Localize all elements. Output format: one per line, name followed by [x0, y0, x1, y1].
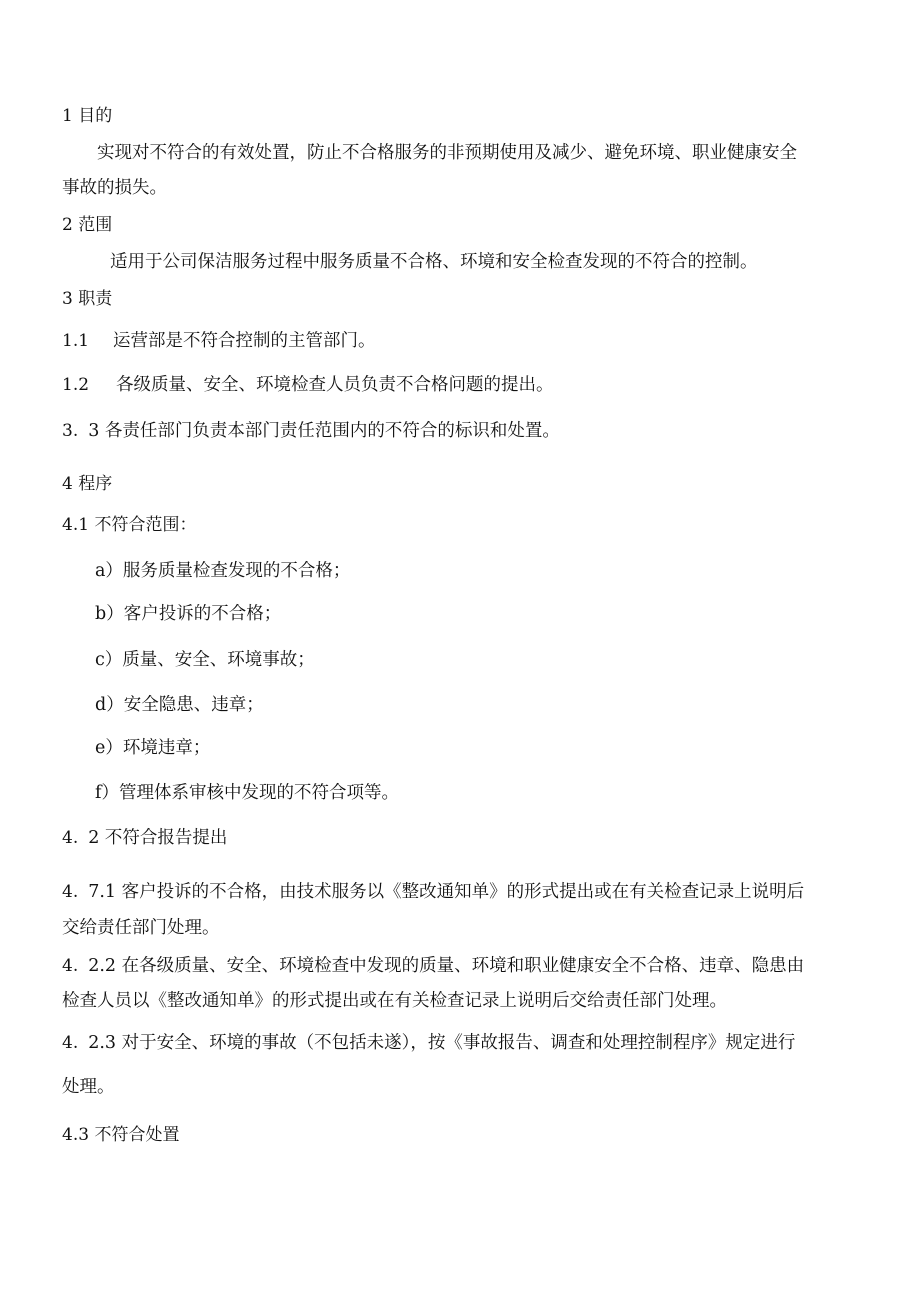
list-item: a）服务质量检查发现的不合格；	[95, 561, 351, 581]
section-1-text-line-1: 实现对不符合的有效处置，防止不合格服务的非预期使用及减少、避免环境、职业健康安全	[97, 143, 797, 163]
item-text: 各级质量、安全、环境检查人员负责不合格问题的提出。	[116, 375, 554, 395]
section-4-3-heading: 4.3 不符合处置	[62, 1125, 180, 1145]
item-number: 4.	[62, 956, 79, 976]
section-3-item	[62, 420, 560, 442]
section-3-heading: 3 职责	[62, 289, 113, 309]
list-item: f）管理体系审核中发现的不符合项等。	[95, 783, 399, 803]
section-4-2-item-continuation: 检查人员以《整改通知单》的形式提出或在有关检查记录上说明后交给责任部门处理。	[62, 991, 727, 1011]
item-text: 2.3 对于安全、环境的事故（不包括未遂），按《事故报告、调查和处理控制程序》规定进行	[88, 1033, 796, 1053]
list-item: e）环境违章；	[95, 738, 211, 758]
section-3-item	[62, 330, 376, 352]
section-4-2-heading	[62, 827, 227, 849]
list-item: d）安全隐患、违章；	[95, 695, 264, 715]
section-2-heading: 2 范围	[62, 215, 113, 235]
item-number: 4.	[62, 1033, 79, 1053]
item-number: 1.1	[62, 331, 90, 351]
section-4-2-item-continuation: 交给责任部门处理。	[62, 918, 220, 938]
item-number: 1.2	[62, 375, 90, 395]
section-1-heading: 1 目的	[62, 106, 113, 126]
item-text: 7.1 客户投诉的不合格，由技术服务以《整改通知单》的形式提出或在有关检查记录上说明后	[88, 882, 805, 902]
section-4-2-item	[62, 955, 804, 977]
section-4-2-item	[62, 881, 804, 903]
section-4-2-item	[62, 1032, 795, 1054]
item-number: 3.	[62, 421, 79, 441]
heading-number: 4.	[62, 828, 79, 848]
item-number: 4.	[62, 882, 79, 902]
item-text: 2.2 在各级质量、安全、环境检查中发现的质量、环境和职业健康安全不合格、违章、隐患由	[88, 956, 805, 976]
list-item: c）质量、安全、环境事故；	[95, 650, 315, 670]
section-1-text-line-2: 事故的损失。	[62, 178, 167, 198]
section-3-item	[62, 374, 554, 396]
section-2-text: 适用于公司保洁服务过程中服务质量不合格、环境和安全检查发现的不符合的控制。	[110, 252, 758, 272]
item-text: 运营部是不符合控制的主管部门。	[113, 331, 376, 351]
list-item: b）客户投诉的不合格；	[95, 604, 282, 624]
item-text: 3 各责任部门负责本部门责任范围内的不符合的标识和处置。	[88, 421, 560, 441]
section-4-1-heading: 4.1 不符合范围：	[62, 515, 197, 535]
heading-text: 2 不符合报告提出	[88, 828, 228, 848]
section-4-2-item-continuation: 处理。	[62, 1077, 115, 1097]
section-4-heading: 4 程序	[62, 474, 113, 494]
